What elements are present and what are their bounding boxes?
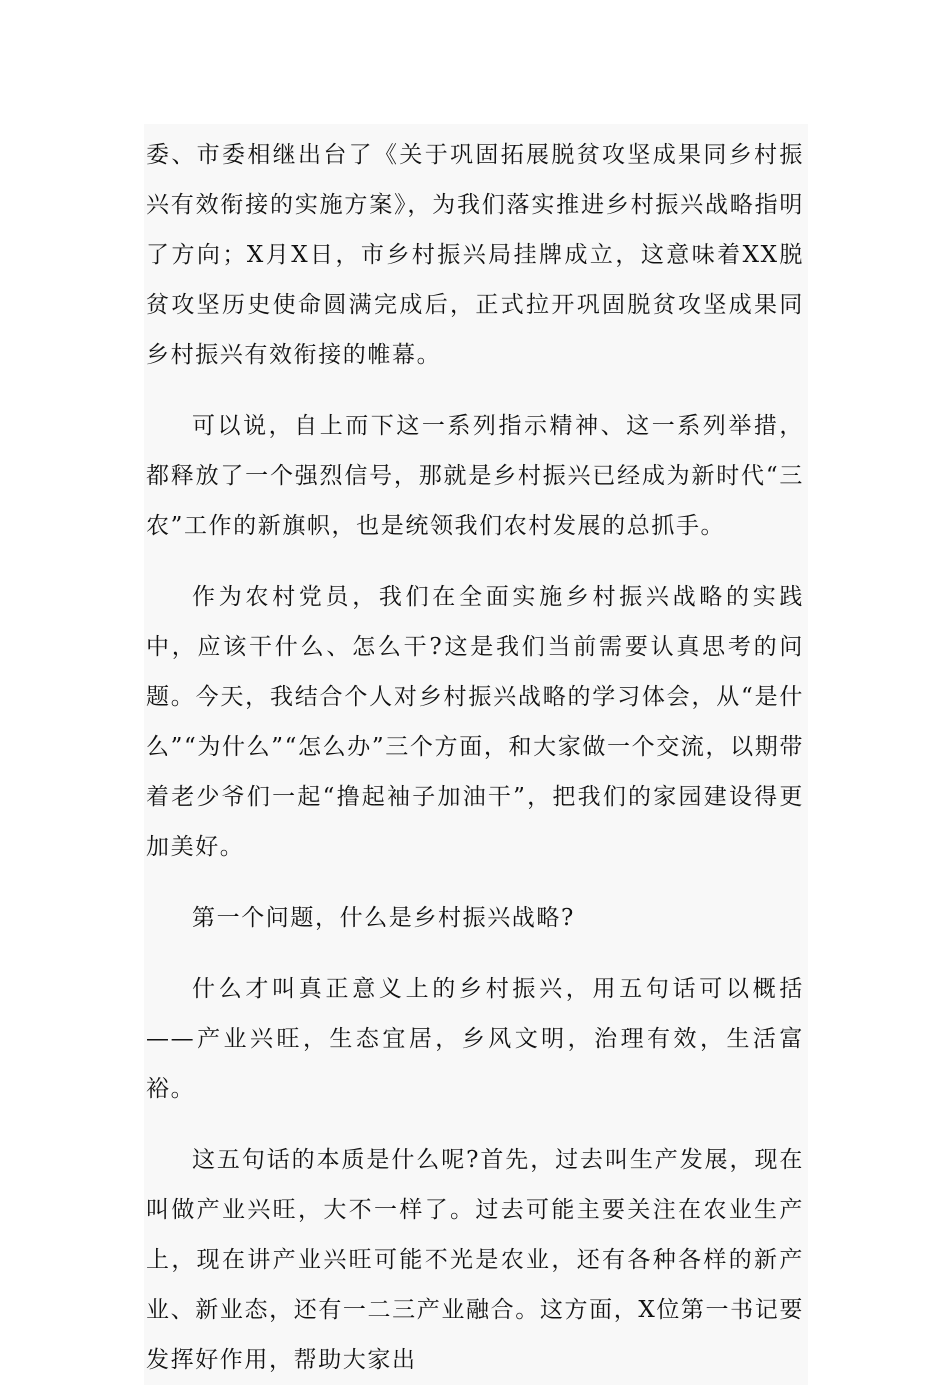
paragraph-gap [144, 943, 808, 964]
section-heading-question-one: 第一个问题，什么是乡村振兴战略? [192, 905, 575, 931]
paragraph-signal: 可以说，自上而下这一系列指示精神、这一系列举措，都释放了一个强烈信号，那就是乡村振兴已经成为新时代“三农”工作的新旗帜，也是统领我们农村发展的总抓手。 [146, 413, 804, 539]
paragraph-gap [144, 872, 808, 893]
paragraph-gap [144, 380, 808, 401]
paragraph-party-member-role: 作为农村党员，我们在全面实施乡村振兴战略的实践中，应该干什么、怎么干?这是我们当前需要认真思考的问题。今天，我结合个人对乡村振兴战略的学习体会，从“是什么”“为什么”“怎么办”三个方面，和大家做一个交流，以期带着老少爷们一起“撸起袖子加油干”，把我们的家园建设得更加美好。 [146, 584, 804, 860]
paragraph-gap [144, 1114, 808, 1135]
paragraph-policy-continuation: 委、市委相继出台了《关于巩固拓展脱贫攻坚成果同乡村振兴有效衔接的实施方案》，为我们落实推进乡村振兴战略指明了方向；X月X日，市乡村振兴局挂牌成立，这意味着XX脱贫攻坚历史使命圆满完成后，正式拉开巩固脱贫攻坚成果同乡村振兴有效衔接的帷幕。 [146, 142, 804, 368]
paragraph-five-sentences: 什么才叫真正意义上的乡村振兴，用五句话可以概括——产业兴旺，生态宜居，乡风文明，治理有效，生活富裕。 [146, 976, 804, 1102]
paragraph-essence: 这五句话的本质是什么呢?首先，过去叫生产发展，现在叫做产业兴旺，大不一样了。过去可能主要关注在农业生产上，现在讲产业兴旺可能不光是农业，还有各种各样的新产业、新业态，还有一二三产业融合。这方面，X位第一书记要发挥好作用，帮助大家出 [146, 1147, 804, 1373]
paragraph-gap [144, 551, 808, 572]
document-body [144, 124, 808, 1385]
